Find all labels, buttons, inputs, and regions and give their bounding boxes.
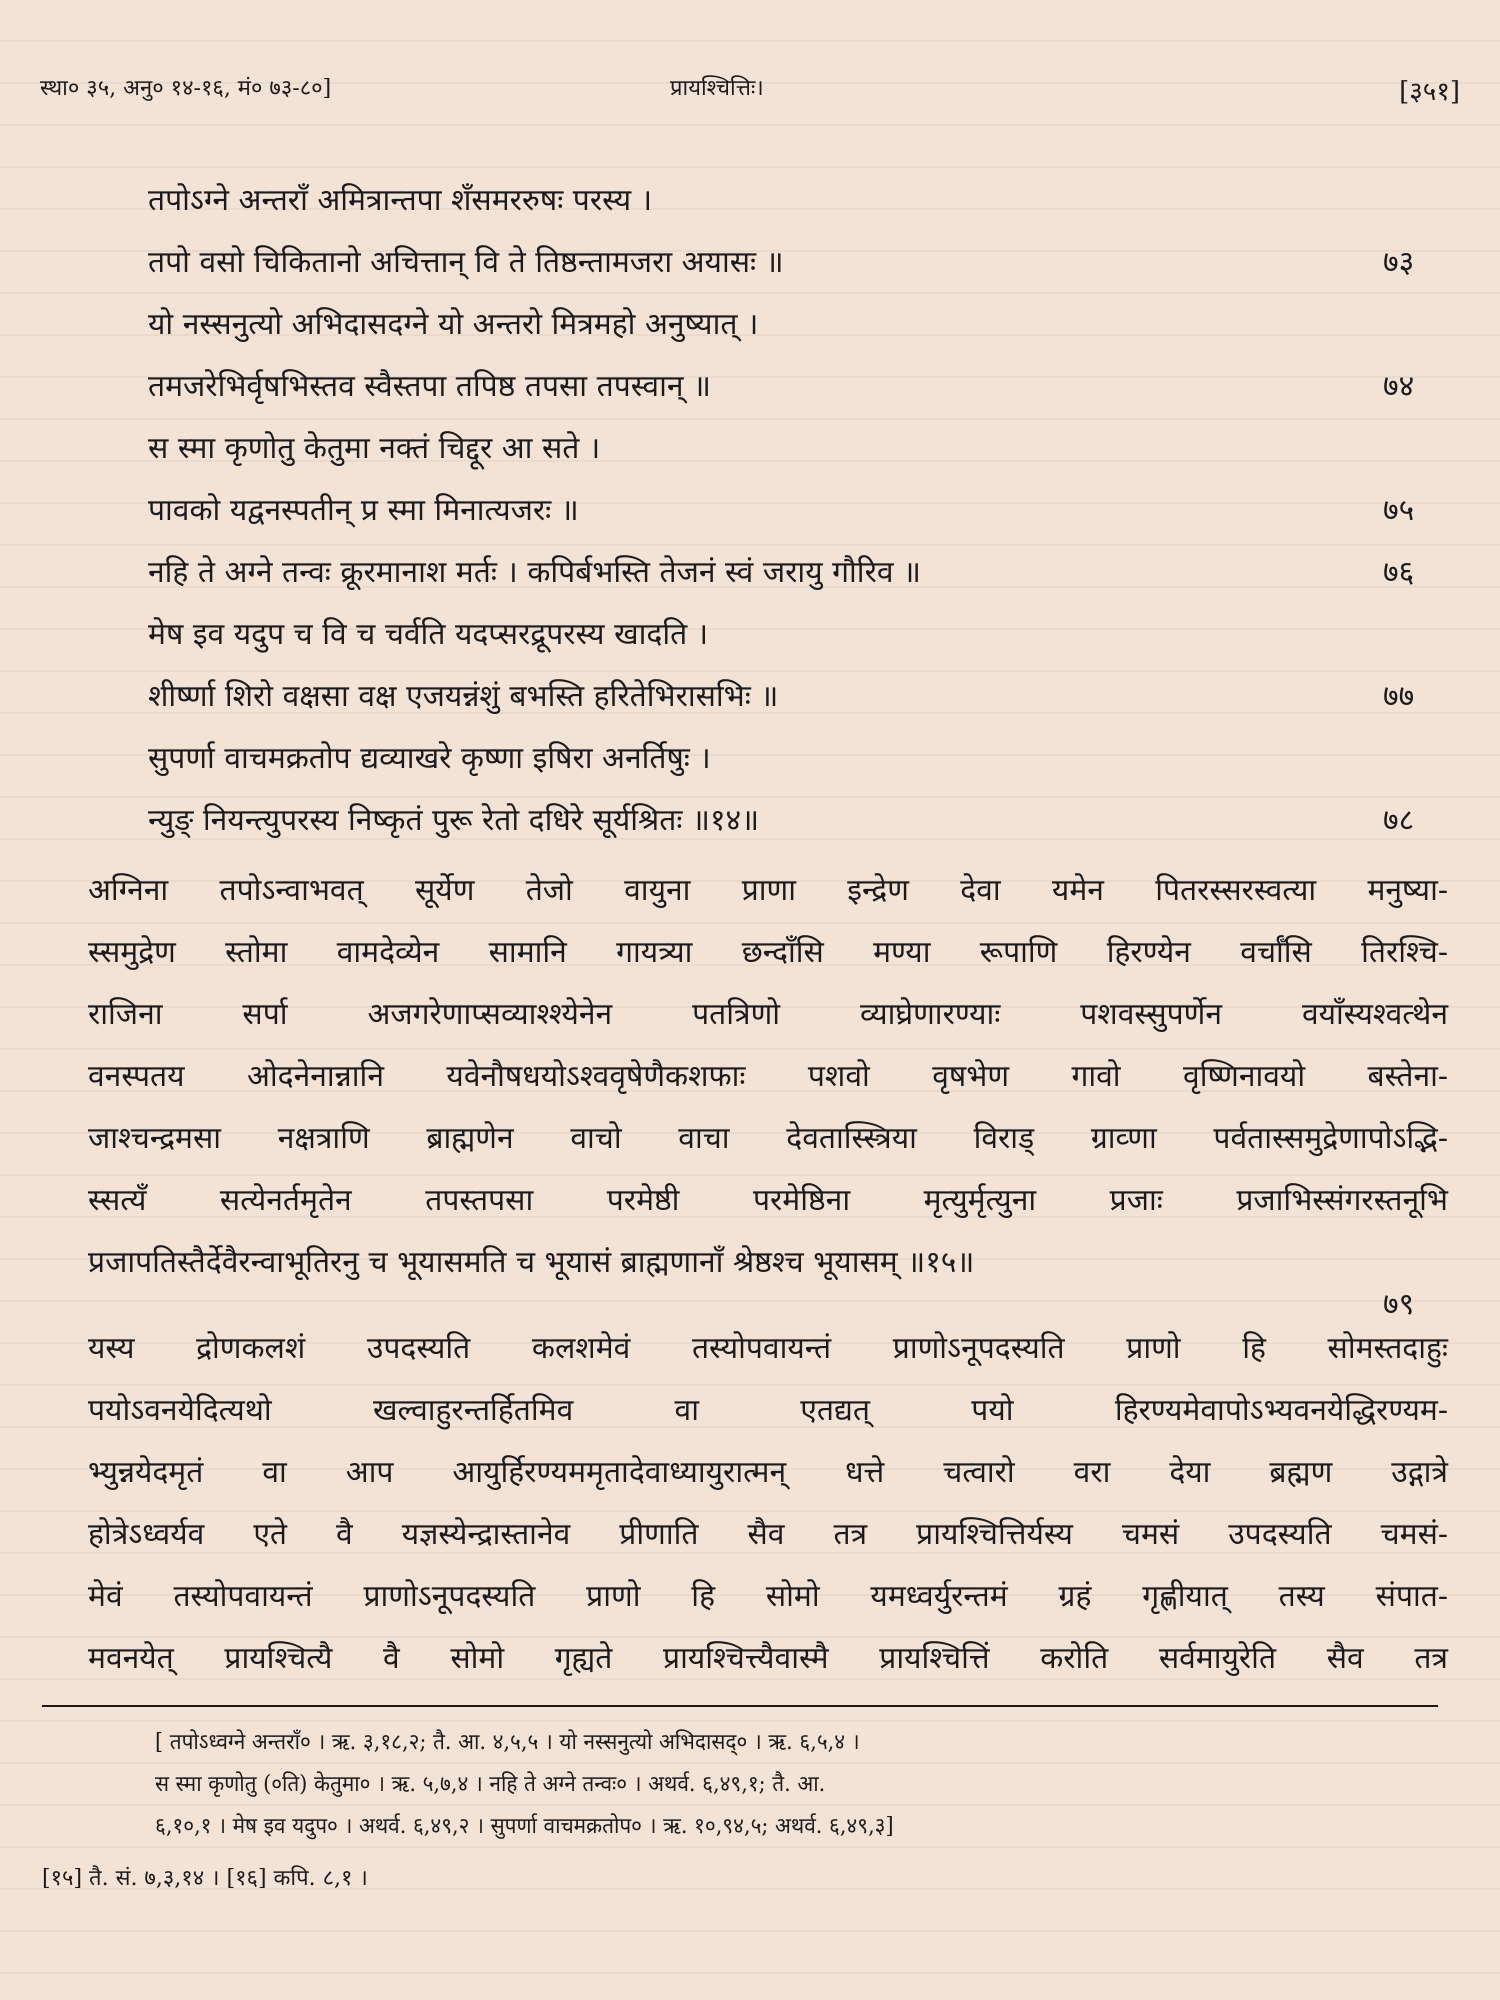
prose-line: पयोऽवनयेदित्यथो खल्वाहुरन्तर्हितमिव वा एतद्यत् पयो हिरण्यमेवापोऽभ्यवनयेद्धिरण्यम- [88, 1393, 1448, 1428]
verse-number: ७३ [1383, 245, 1415, 280]
verse-number: ७७ [1383, 679, 1415, 714]
prose-line: राजिना सर्पा अजगरेणाप्सव्याश्श्येनेन पतत्रिणो व्याघ्रेणारण्याः पशवस्सुपर्णेन वयाँस्यश्वत्थेन [88, 997, 1448, 1032]
mantra-number: ७९ [1383, 1287, 1415, 1322]
prose-paragraph-2 [88, 1318, 1448, 1690]
footnote-divider [42, 1705, 1438, 1707]
running-head [40, 72, 1460, 112]
footnote-line: स स्मा कृणोतु (०ति) केतुमा० । ऋ. ५,७,४ । नहि ते अग्ने तन्वः० । अथर्व. ६,४९,१; तै. आ. [155, 1772, 826, 1797]
prose-line: अग्निना तपोऽन्वाभवत् सूर्येण तेजो वायुना प्राणा इन्द्रेण देवा यमेन पितरस्सरस्वत्या मनुष्या- [88, 873, 1448, 908]
verse-number: ७४ [1383, 369, 1415, 404]
running-head-reference: स्था० ३५, अनु० १४-१६, मं० ७३-८०] [40, 76, 332, 101]
verse-line: स स्मा कृणोतु केतुमा नक्तं चिद्दूर आ सते । [148, 431, 601, 466]
verse-line: पावको यद्वनस्पतीन् प्र स्मा मिनात्यजरः ॥ ७५ [148, 480, 1448, 542]
verse-line: तमजरेभिर्वृषभिस्तव स्वैस्तपा तपिष्ठ तपसा तपस्वान् ॥ ७४ [148, 356, 1448, 418]
verse-line: तपो वसो चिकितानो अचित्तान् वि ते तिष्ठन्तामजरा अयासः ॥ ७३ [148, 232, 1448, 294]
prose-line: वनस्पतय ओदनेनान्नानि यवेनौषधयोऽश्ववृषेणैकशफाः पशवो वृषभेण गावो वृष्णिनावयो बस्तेना- [88, 1059, 1448, 1094]
running-head-title: प्रायश्चित्तिः। [670, 76, 764, 101]
verse-number: ७८ [1383, 803, 1415, 838]
footnotes [155, 1722, 1445, 1848]
prose-line: भ्युन्नयेदमृतं वा आप आयुर्हिरण्यममृतादेवाध्यायुरात्मन् धत्ते चत्वारो वरा देया ब्रह्मण उद्गात्रे [88, 1455, 1448, 1490]
prose-paragraph-1 [88, 860, 1448, 1294]
verse-line: यो नस्सनुत्यो अभिदासदग्ने यो अन्तरो मित्रमहो अनुष्यात् । [148, 307, 759, 342]
page-number: [३५१] [1399, 77, 1460, 107]
prose-line: प्रजापतिस्तैर्देवैरन्वाभूतिरनु च भूयासमति च भूयासं ब्राह्मणानाँ श्रेष्ठश्च भूयासम् ॥१५॥ [88, 1245, 975, 1280]
prose-line: मेवं तस्योपवायन्तं प्राणोऽनूपदस्यति प्राणो हि सोमो यमध्वर्युरन्तमं ग्रहं गृह्णीयात् तस्य संपात- [88, 1579, 1448, 1614]
verse-line: मेष इव यदुप च वि च चर्वति यदप्सरद्रूपरस्य खादति । [148, 617, 709, 652]
prose-line: स्सत्यँ सत्येनर्तमृतेन तपस्तपसा परमेष्ठी परमेष्ठिना मृत्युर्मृत्युना प्रजाः प्रजाभिस्संगरस्तनूभि [88, 1183, 1448, 1218]
prose-line: मवनयेत् प्रायश्चित्यै वै सोमो गृह्यते प्रायश्चित्त्यैवास्मै प्रायश्चित्तिं करोति सर्वमायुरेति सैव तत्र [88, 1641, 1448, 1676]
prose-line: जाश्चन्द्रमसा नक्षत्राणि ब्राह्मणेन वाचो वाचा देवतास्स्त्रिया विराड् ग्राव्णा पर्वतास्समुद्रेणापोऽद्भि- [88, 1121, 1448, 1156]
verse-block [148, 170, 1448, 852]
verse-line: नहि ते अग्ने तन्वः क्रूरमानाश मर्तः । कपिर्बभस्ति तेजनं स्वं जरायु गौरिव ॥ ७६ [148, 542, 1448, 604]
footnote-line: ६,१०,१ । मेष इव यदुप० । अथर्व. ६,४९,२ । सुपर्णा वाचमक्रतोप० । ऋ. १०,९४,५; अथर्व. ६,४९,३] [155, 1814, 894, 1839]
verse-line: सुपर्णा वाचमक्रतोप द्यव्याखरे कृष्णा इषिरा अनर्तिषुः । [148, 741, 711, 776]
prose-line: स्समुद्रेण स्तोमा वामदेव्येन सामानि गायत्र्या छन्दाँसि मण्या रूपाणि हिरण्येन वर्चाँसि तिरश्चि- [88, 935, 1448, 970]
verse-number: ७६ [1383, 555, 1415, 590]
verse-line: तपोऽग्ने अन्तराँ अमित्रान्तपा शँसमररुषः परस्य । [148, 183, 653, 218]
footnote-line: [ तपोऽध्वग्ने अन्तराँ० । ऋ. ३,१८,२; तै. आ. ४,५,५ । यो नस्सनुत्यो अभिदासद्० । ऋ. ६,५,४ । [155, 1730, 860, 1755]
prose-line: यस्य द्रोणकलशं उपदस्यति कलशमेवं तस्योपवायन्तं प्राणोऽनूपदस्यति प्राणो हि सोमस्तदाहुः [88, 1331, 1448, 1366]
footnote-line: [१५] तै. सं. ७,३,१४ । [१६] कपि. ८,१ । [42, 1866, 368, 1891]
verse-line: शीर्ष्णा शिरो वक्षसा वक्ष एजयन्नंशुं बभस्ति हरितेभिरासभिः ॥ ७७ [148, 666, 1448, 728]
verse-number: ७५ [1383, 493, 1415, 528]
prose-line: होत्रेऽध्वर्यव एते वै यज्ञस्येन्द्रास्तानेव प्रीणाति सैव तत्र प्रायश्चित्तिर्यस्य चमसं उपदस्यति चमसं- [88, 1517, 1448, 1552]
verse-line: न्युङ् नियन्त्युपरस्य निष्कृतं पुरू रेतो दधिरे सूर्यश्रितः ॥१४॥ ७८ [148, 790, 1448, 852]
